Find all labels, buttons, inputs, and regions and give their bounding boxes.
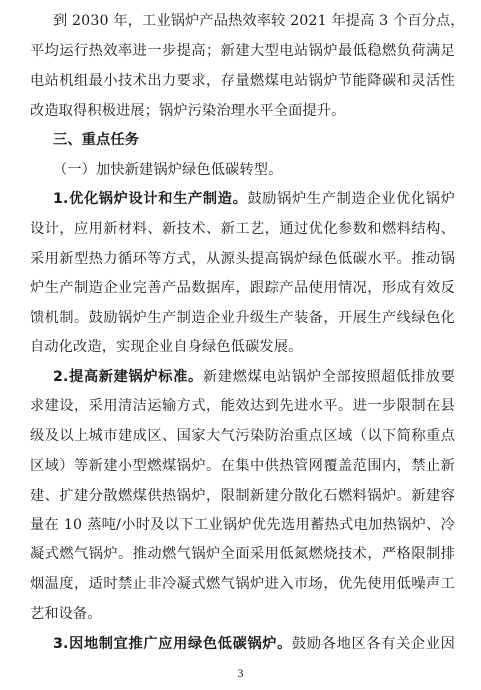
paragraph-line: 艺和设备。 bbox=[30, 606, 102, 622]
section-heading: 三、重点任务 bbox=[53, 132, 140, 148]
page-number: 3 bbox=[237, 666, 244, 680]
item-text: 鼓励各地区各有关企业因 bbox=[292, 636, 455, 652]
paragraph-line: 凝式燃气锅炉。推动燃气锅炉全面采用低氮燃烧技术，严格限制排 bbox=[30, 546, 455, 562]
item-first-line bbox=[53, 189, 455, 209]
item-text: 新建燃煤电站锅炉全部按照超低排放要 bbox=[202, 369, 455, 385]
paragraph-line: 馈机制。鼓励锅炉生产制造企业升级生产装备，开展生产线绿色化 bbox=[30, 310, 455, 326]
paragraph-line: 级及以上城市建成区、国家大气污染防治重点区域（以下简称重点 bbox=[30, 428, 455, 444]
paragraph-line: 到 2030 年，工业锅炉产品热效率较 2021 年提高 3 个百分点， bbox=[53, 13, 465, 29]
paragraph-line: 区域）等新建小型燃煤锅炉。在集中供热管网覆盖范围内，禁止新 bbox=[30, 458, 455, 474]
paragraph-line: 采用新型热力循环等方式，从源头提高锅炉绿色低碳水平。推动锅 bbox=[30, 251, 455, 267]
paragraph-line: 炉生产制造企业完善产品数据库，跟踪产品使用情况，形成有效反 bbox=[30, 280, 455, 296]
paragraph-line: 建、扩建分散燃煤供热锅炉，限制新建分散化石燃料锅炉。新建容 bbox=[30, 488, 455, 504]
item-text: 鼓励锅炉生产制造企业优化锅炉 bbox=[247, 191, 455, 207]
paragraph-line: 设计，应用新材料、新技术、新工艺，通过优化参数和燃料结构、 bbox=[30, 221, 455, 237]
subsection-heading: （一）加快新建锅炉绿色低碳转型。 bbox=[53, 162, 283, 178]
item-title: 3.因地制宜推广应用绿色低碳锅炉。 bbox=[53, 636, 293, 652]
paragraph-line: 量在 10 蒸吨/小时及以下工业锅炉优先选用蓄热式电加热锅炉、冷 bbox=[30, 517, 455, 533]
item-title: 2.提高新建锅炉标准。 bbox=[53, 369, 203, 385]
item-first-line bbox=[53, 367, 455, 387]
paragraph-line: 求建设，采用清洁运输方式，能效达到先进水平。进一步限制在县 bbox=[30, 398, 455, 414]
paragraph-line: 电站机组最小技术出力要求，存量燃煤电站锅炉节能降碳和灵活性 bbox=[30, 73, 455, 89]
item-title: 1.优化锅炉设计和生产制造。 bbox=[53, 191, 248, 207]
paragraph-line: 改造取得积极进展；锅炉污染治理水平全面提升。 bbox=[30, 103, 346, 119]
item-first-line bbox=[53, 634, 455, 654]
paragraph-line: 平均运行热效率进一步提高；新建大型电站锅炉最低稳燃负荷满足 bbox=[30, 43, 455, 59]
paragraph-line: 自动化改造，实现企业自身绿色低碳发展。 bbox=[30, 339, 303, 355]
paragraph-line: 烟温度，适时禁止非冷凝式燃气锅炉进入市场，优先使用低噪声工 bbox=[30, 576, 455, 592]
